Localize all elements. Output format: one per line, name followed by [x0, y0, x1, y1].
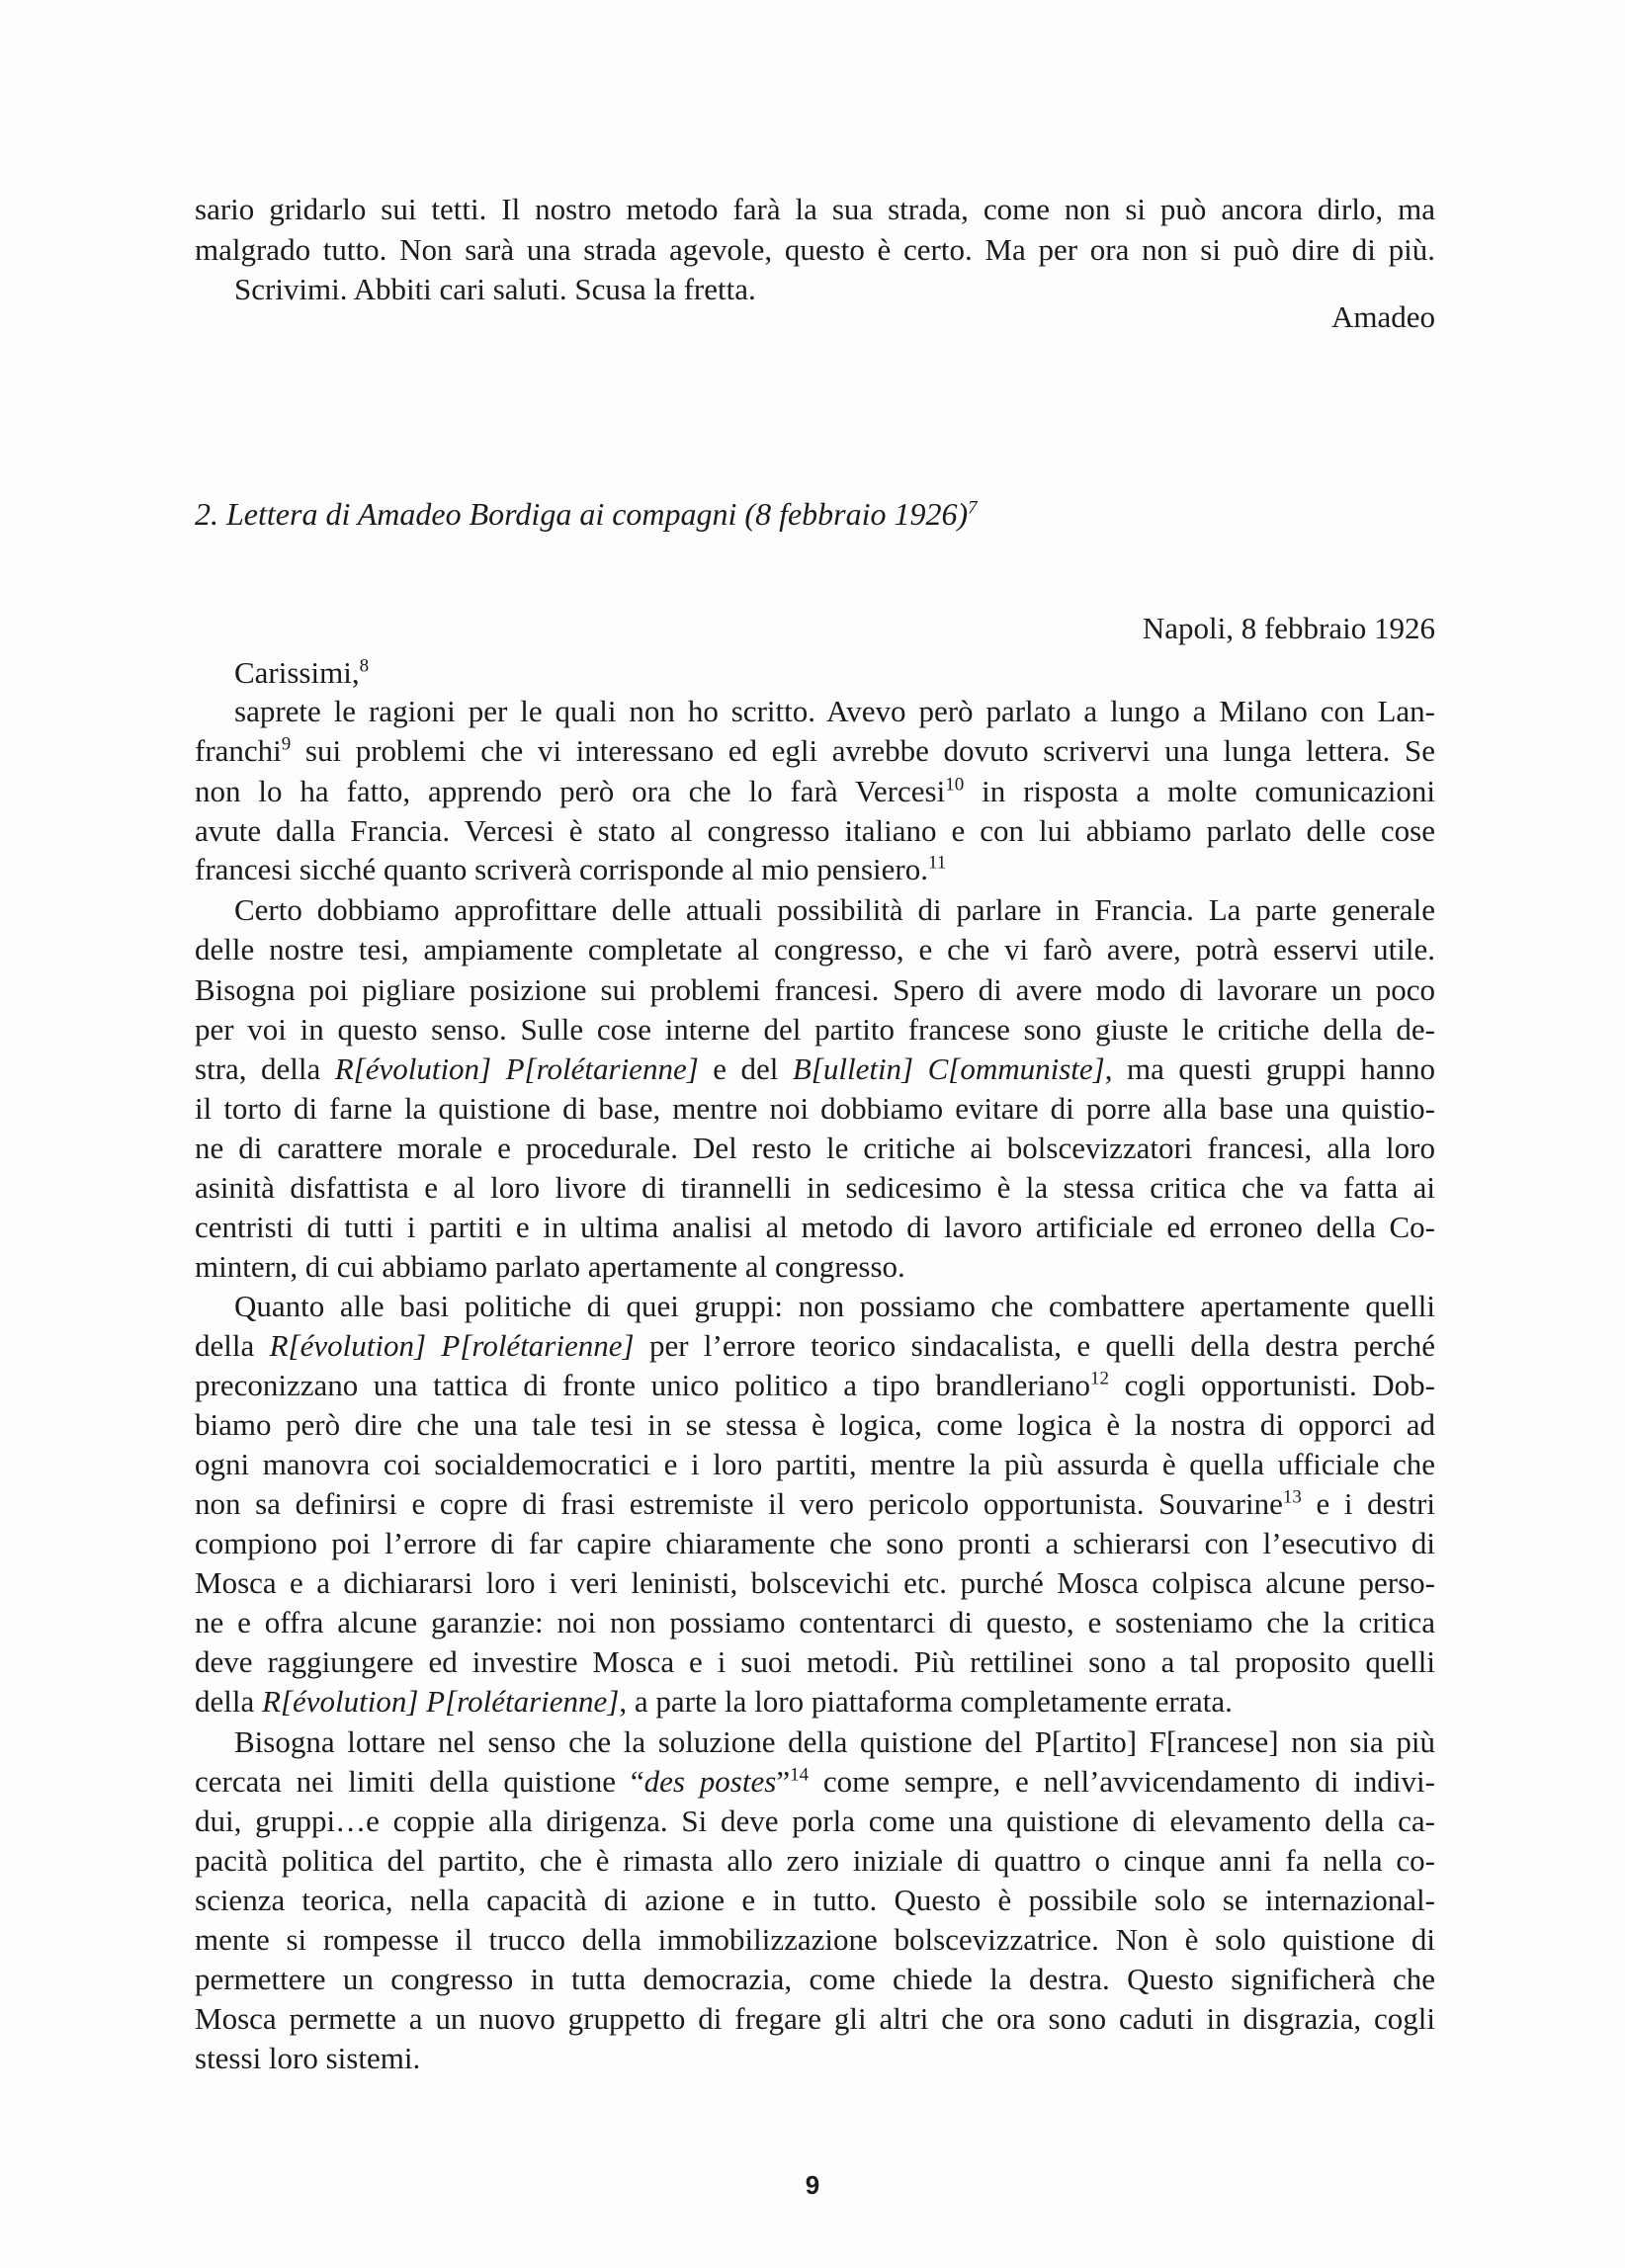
text-line: biamo però dire che una tale tesi in se stessa è logica, come logica è la nostra di opporci ad — [195, 1407, 1435, 1442]
italic-term: R[évolution] — [334, 1051, 492, 1086]
text-line: compiono poi l’errore di far capire chiaramente che sono pronti a schierarsi con l’esecutivo di — [195, 1526, 1435, 1560]
text-line: avute dalla Francia. Vercesi è stato al congresso italiano e con lui abbiamo parlato delle cose — [195, 813, 1435, 848]
text-line: Mosca permette a un nuovo gruppetto di fregare gli altri che ora sono caduti in disgrazia, cogli — [195, 2001, 1435, 2036]
text-span: preconizzano una tattica di fronte unico politico a tipo brandleriano — [195, 1368, 1091, 1402]
text-span: per l’errore teorico sindacalista, e quelli della destra perché — [634, 1328, 1435, 1363]
italic-term: C[ommuniste] — [927, 1051, 1105, 1086]
italic-term: P[rolétarienne] — [426, 1684, 620, 1719]
text-span: cogli opportunisti. Dob- — [1109, 1368, 1435, 1402]
document-page — [195, 0, 1435, 2268]
text-line: Mosca e a dichiararsi loro i veri leninisti, bolscevichi etc. purché Mosca colpisca alcune perso- — [195, 1565, 1435, 1600]
salutation — [234, 653, 1435, 693]
italic-term: B[ulletin] — [792, 1051, 914, 1086]
text-line: mente si rompesse il trucco della immobilizzazione bolscevizzatrice. Non è solo quistione di — [195, 1922, 1435, 1957]
text-line — [195, 1326, 1435, 1366]
text-line: Bisogna lottare nel senso che la soluzione della quistione del P[artito] F[rancese] non sia più — [234, 1724, 1435, 1759]
text-line: Quanto alle basi politiche di quei gruppi: non possiamo che combattere apertamente quelli — [234, 1289, 1435, 1323]
text-span: e i destri — [1301, 1486, 1436, 1521]
text-line: mintern, di cui abbiamo parlato apertamente al congresso. — [195, 1249, 905, 1284]
text-span: , a parte la loro piattaforma completamente errata. — [619, 1684, 1233, 1719]
footnote-ref: 14 — [790, 1764, 810, 1786]
text-line: per voi in questo senso. Sulle cose interne del partito francese sono giuste le critiche della de- — [195, 1012, 1435, 1047]
text-line: pacità politica del partito, che è rimasta allo zero iniziale di quattro o cinque anni fa nella co- — [195, 1843, 1435, 1878]
footnote-ref: 10 — [945, 774, 965, 796]
text-span: stra, della — [195, 1051, 335, 1086]
text-span: non sa definirsi e copre di frasi estremiste il vero pericolo opportunista. Souvarine — [195, 1486, 1283, 1521]
salutation-text: Carissimi, — [234, 655, 360, 690]
text-line: malgrado tutto. Non sarà una strada agevole, questo è certo. Ma per ora non si può dire di più. — [195, 232, 1435, 267]
text-line: ogni manovra coi socialdemocratici e i loro partiti, mentre la più assurda è quella ufficiale che — [195, 1447, 1435, 1481]
text-line — [195, 1682, 1233, 1722]
text-line: asinità disfattista e al loro livore di tirannelli in sedicesimo è la stessa critica che va fatta ai — [195, 1170, 1435, 1205]
text-line — [195, 1366, 1435, 1405]
text-span: della — [195, 1684, 262, 1719]
text-span: francesi sicché quanto scriverà corrisponde al mio pensiero. — [195, 852, 928, 886]
text-span: sui problemi che vi interessano ed egli avrebbe dovuto scrivervi una lunga lettera. Se — [291, 733, 1435, 768]
text-span: della — [195, 1328, 270, 1363]
text-line — [195, 731, 1435, 771]
text-span: come sempre, e nell’avvicendamento di indivi- — [809, 1764, 1435, 1799]
text-line: ne di carattere morale e procedurale. Del resto le critiche ai bolscevizzatori francesi, alla loro — [195, 1131, 1435, 1165]
page-number: 9 — [805, 2170, 820, 2200]
text-line: stessi loro sistemi. — [195, 2041, 421, 2075]
footnote-ref: 13 — [1282, 1486, 1302, 1508]
text-line — [195, 1484, 1435, 1524]
text-line: centristi di tutti i partiti e in ultima analisi al metodo di lavoro artificiale ed erroneo della Co- — [195, 1210, 1435, 1244]
text-line: sario gridarlo sui tetti. Il nostro metodo farà la sua strada, come non si può ancora dirlo, ma — [195, 192, 1435, 226]
italic-term: R[évolution] — [269, 1328, 427, 1363]
text-line: ne e offra alcune garanzie: noi non possiamo contentarci di questo, e sosteniamo che la critica — [195, 1605, 1435, 1639]
footnote-ref: 9 — [281, 733, 292, 755]
text-span: in risposta a molte comunicazioni — [964, 774, 1435, 808]
text-span: , ma questi gruppi hanno — [1104, 1051, 1436, 1086]
italic-term: P[rolétarienne] — [505, 1051, 699, 1086]
text-line: delle nostre tesi, ampiamente completate al congresso, e che vi farò avere, potrà esservi utile. — [195, 932, 1435, 966]
text-line — [195, 1762, 1435, 1802]
text-line: saprete le ragioni per le quali non ho scritto. Avevo però parlato a lungo a Milano con Lan- — [234, 694, 1435, 728]
text-line: permettere un congresso in tutta democrazia, come chiede la destra. Questo significherà che — [195, 1962, 1435, 1996]
text-line: Bisogna poi pigliare posizione sui problemi francesi. Spero di avere modo di lavorare un poco — [195, 972, 1435, 1007]
signature: Amadeo — [1330, 299, 1435, 334]
italic-term: P[rolétarienne] — [441, 1328, 635, 1363]
section-heading-text: 2. Lettera di Amadeo Bordiga ai compagni (8 febbraio 1926) — [195, 496, 969, 532]
text-line: deve raggiungere ed investire Mosca e i suoi metodi. Più rettilinei sono a tal proposito quelli — [195, 1644, 1435, 1679]
dateline: Napoli, 8 febbraio 1926 — [1142, 611, 1435, 645]
text-span: e del — [698, 1051, 793, 1086]
footnote-ref: 11 — [928, 852, 947, 874]
text-span: ” — [776, 1764, 791, 1799]
italic-term: des postes — [643, 1764, 777, 1799]
text-line — [195, 850, 946, 889]
text-line — [195, 1050, 1435, 1089]
text-line — [195, 772, 1435, 811]
closing-line: Scrivimi. Abbiti cari saluti. Scusa la fretta. — [234, 272, 756, 306]
text-line: scienza teorica, nella capacità di azione e in tutto. Questo è possibile solo se internazional- — [195, 1883, 1435, 1917]
footnote-ref: 8 — [359, 655, 370, 677]
text-line: dui, gruppi…e coppie alla dirigenza. Si deve porla come una quistione di elevamento della ca- — [195, 1804, 1435, 1838]
footnote-ref: 7 — [968, 497, 978, 519]
text-span: non lo ha fatto, apprendo però ora che lo farà Vercesi — [195, 774, 946, 808]
text-span: cercata nei limiti della quistione “ — [195, 1764, 644, 1799]
section-heading — [195, 494, 978, 534]
text-span: franchi — [195, 733, 282, 768]
text-line: il torto di farne la quistione di base, mentre noi dobbiamo evitare di porre alla base una quistio- — [195, 1091, 1435, 1126]
text-line: Certo dobbiamo approfittare delle attuali possibilità di parlare in Francia. La parte generale — [234, 892, 1435, 927]
italic-term: R[évolution] — [262, 1684, 419, 1719]
footnote-ref: 12 — [1090, 1368, 1110, 1389]
